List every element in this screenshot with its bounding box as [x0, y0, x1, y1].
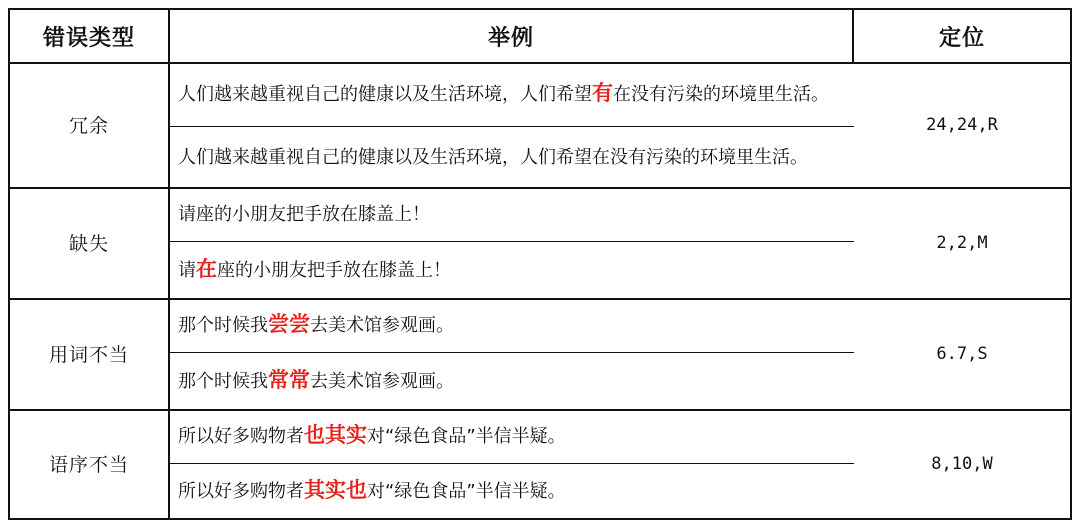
example-sentence-original: 那个时候我尝尝去美术馆参观画。 [170, 298, 854, 353]
position-label: 24,24,R [926, 114, 998, 135]
example-cell [170, 298, 854, 409]
example-sentence-corrected: 请在座的小朋友把手放在膝盖上！ [178, 257, 451, 281]
error-highlight: 有 [592, 81, 613, 105]
example-cell [170, 187, 854, 298]
header-position: 定位 [938, 25, 985, 51]
error-highlight: 常常 [268, 368, 310, 392]
error-highlight: 也其实 [304, 423, 367, 447]
example-sentence-original: 人们越来越重视自己的健康以及生活环境，人们希望有在没有污染的环境里生活。 [170, 62, 854, 127]
example-sentence-corrected: 人们越来越重视自己的健康以及生活环境，人们希望在没有污染的环境里生活。 [178, 147, 808, 168]
error-type-label: 语序不当 [48, 454, 129, 476]
example-sentence-corrected: 所以好多购物者其实也对“绿色食品”半信半疑。 [178, 478, 566, 502]
table-row-word-order [10, 409, 1070, 518]
example-sentence-original: 所以好多购物者也其实对“绿色食品”半信半疑。 [170, 409, 854, 464]
error-type-label: 冗余 [68, 115, 109, 137]
error-highlight: 尝尝 [268, 312, 310, 336]
example-cell [170, 62, 854, 187]
table-header-row [10, 10, 1070, 64]
table-row-word-usage [10, 298, 1070, 411]
position-label: 8,10,W [931, 453, 993, 474]
position-label: 2,2,M [936, 232, 988, 253]
error-type-label: 缺失 [68, 233, 109, 255]
error-highlight: 其实也 [304, 478, 367, 502]
error-type-table [8, 8, 1072, 520]
header-error-type: 错误类型 [10, 10, 170, 62]
table-row-redundancy [10, 62, 1070, 189]
header-example: 举例 [170, 10, 854, 62]
position-label: 6.7,S [936, 343, 988, 364]
table-row-missing [10, 187, 1070, 300]
error-highlight: 在 [196, 257, 217, 281]
example-sentence-corrected: 那个时候我常常去美术馆参观画。 [178, 368, 454, 392]
example-sentence-original: 请座的小朋友把手放在膝盖上！ [170, 187, 854, 242]
example-cell [170, 409, 854, 518]
error-type-label: 用词不当 [48, 344, 129, 366]
